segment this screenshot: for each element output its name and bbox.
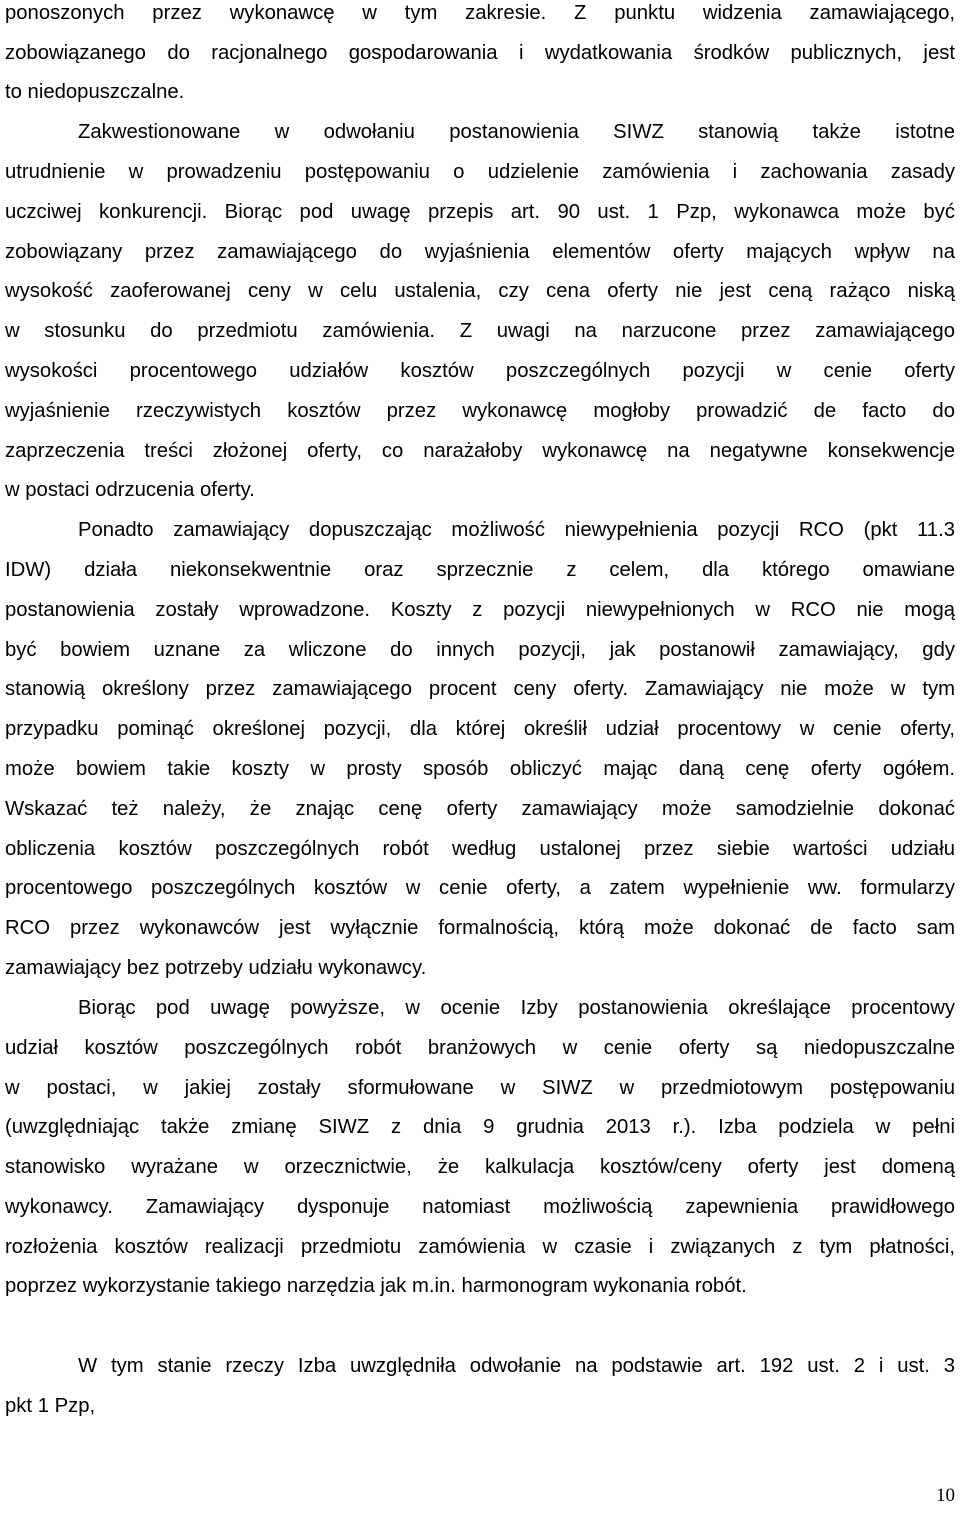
paragraph-line: ponoszonych przez wykonawcę w tym zakresie. Z punktu widzenia zamawiającego, (5, 2, 955, 24)
paragraph-line: może bowiem takie koszty w prosty sposób obliczyć mając daną cenę oferty ogółem. (5, 758, 955, 780)
paragraph-line: udział kosztów poszczególnych robót branżowych w cenie oferty są niedopuszczalne (5, 1037, 955, 1059)
paragraph-line: W tym stanie rzeczy Izba uwzględniła odwołanie na podstawie art. 192 ust. 2 i ust. 3 (78, 1355, 955, 1377)
paragraph-line: w postaci, w jakiej zostały sformułowane w SIWZ w przedmiotowym postępowaniu (5, 1077, 955, 1099)
paragraph-line: rozłożenia kosztów realizacji przedmiotu zamówienia w czasie i związanych z tym płatności, (5, 1236, 955, 1258)
paragraph-line: procentowego poszczególnych kosztów w cenie oferty, a zatem wypełnienie ww. formularzy (5, 877, 955, 899)
page-number: 10 (936, 1485, 955, 1506)
paragraph-line: wykonawcy. Zamawiający dysponuje natomiast możliwością zapewnienia prawidłowego (5, 1196, 955, 1218)
paragraph-line: Biorąc pod uwagę powyższe, w ocenie Izby postanowienia określające procentowy (78, 997, 955, 1019)
paragraph-line: to niedopuszczalne. (5, 81, 185, 103)
paragraph-line: pkt 1 Pzp, (5, 1395, 96, 1417)
paragraph-line: IDW) działa niekonsekwentnie oraz sprzecznie z celem, dla którego omawiane (5, 559, 955, 581)
paragraph-line: wysokość zaoferowanej ceny w celu ustalenia, czy cena oferty nie jest ceną rażąco niską (5, 280, 955, 302)
paragraph-line: uczciwej konkurencji. Biorąc pod uwagę przepis art. 90 ust. 1 Pzp, wykonawca może być (5, 201, 955, 223)
paragraph-line: postanowienia zostały wprowadzone. Koszty z pozycji niewypełnionych w RCO nie mogą (5, 599, 955, 621)
paragraph-line: poprzez wykorzystanie takiego narzędzia jak m.in. harmonogram wykonania robót. (5, 1275, 747, 1297)
paragraph-line: Zakwestionowane w odwołaniu postanowienia SIWZ stanowią także istotne (78, 121, 955, 143)
paragraph-line: stanowią określony przez zamawiającego procent ceny oferty. Zamawiający nie może w tym (5, 678, 955, 700)
paragraph-line: wyjaśnienie rzeczywistych kosztów przez wykonawcę mogłoby prowadzić de facto do (5, 400, 955, 422)
paragraph-line: obliczenia kosztów poszczególnych robót według ustalonej przez siebie wartości udziału (5, 838, 955, 860)
paragraph-line: przypadku pominąć określonej pozycji, dla której określił udział procentowy w cenie oferty, (5, 718, 955, 740)
paragraph-line: zobowiązany przez zamawiającego do wyjaśnienia elementów oferty mających wpływ na (5, 241, 955, 263)
paragraph-line: w stosunku do przedmiotu zamówienia. Z uwagi na narzucone przez zamawiającego (5, 320, 955, 342)
paragraph-line: Ponadto zamawiający dopuszczając możliwość niewypełnienia pozycji RCO (pkt 11.3 (78, 519, 955, 541)
paragraph-line: wysokości procentowego udziałów kosztów poszczególnych pozycji w cenie oferty (5, 360, 955, 382)
paragraph-line: zaprzeczenia treści złożonej oferty, co narażałoby wykonawcę na negatywne konsekwencje (5, 440, 955, 462)
paragraph-line: (uwzględniając także zmianę SIWZ z dnia 9 grudnia 2013 r.). Izba podziela w pełni (5, 1116, 955, 1138)
paragraph-line: zobowiązanego do racjonalnego gospodarowania i wydatkowania środków publicznych, jest (5, 42, 955, 64)
paragraph-line: zamawiający bez potrzeby udziału wykonawcy. (5, 957, 427, 979)
paragraph-line: być bowiem uznane za wliczone do innych pozycji, jak postanowił zamawiający, gdy (5, 639, 955, 661)
paragraph-line: utrudnienie w prowadzeniu postępowaniu o udzielenie zamówienia i zachowania zasady (5, 161, 955, 183)
paragraph-line: RCO przez wykonawców jest wyłącznie formalnością, którą może dokonać de facto sam (5, 917, 955, 939)
paragraph-line: stanowisko wyrażane w orzecznictwie, że kalkulacja kosztów/ceny oferty jest domeną (5, 1156, 955, 1178)
paragraph-line: Wskazać też należy, że znając cenę oferty zamawiający może samodzielnie dokonać (5, 798, 955, 820)
paragraph-line: w postaci odrzucenia oferty. (5, 479, 255, 501)
